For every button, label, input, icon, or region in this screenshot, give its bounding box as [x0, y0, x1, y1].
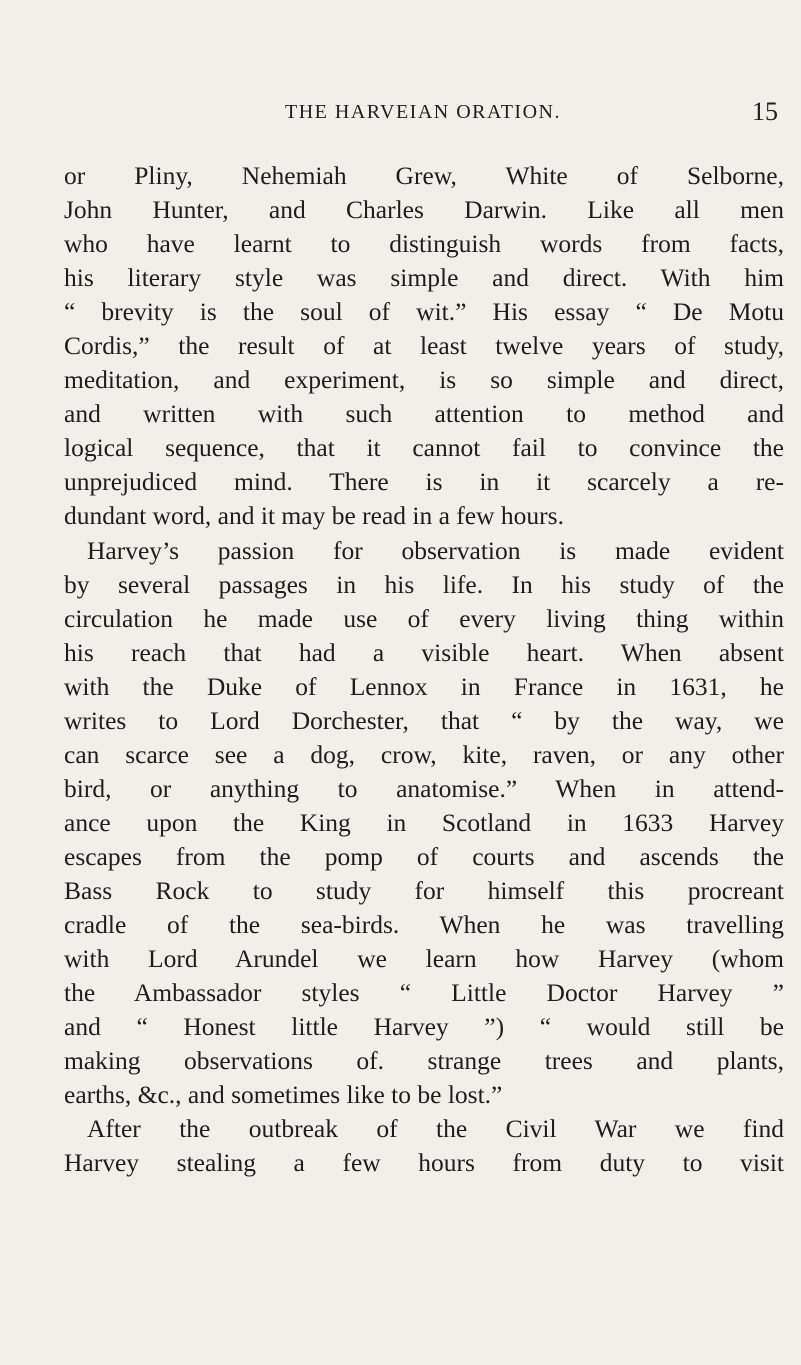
- text-line: by several passages in his life. In his study of the: [64, 569, 784, 599]
- text-line: making observations of. strange trees and plants,: [64, 1046, 784, 1076]
- text-line: John Hunter, and Charles Darwin. Like all men: [64, 195, 784, 225]
- text-line: with the Duke of Lennox in France in 1631, he: [64, 671, 784, 701]
- running-title: THE HARVEIAN ORATION.: [285, 101, 561, 123]
- text-line: Bass Rock to study for himself this procreant: [64, 875, 784, 905]
- text-line: and written with such attention to method and: [64, 399, 784, 429]
- text-line: can scarce see a dog, crow, kite, raven, or any other: [64, 739, 784, 769]
- text-line: meditation, and experiment, is so simple and direct,: [64, 365, 784, 395]
- text-line: After the outbreak of the Civil War we find: [87, 1114, 784, 1144]
- text-line: who have learnt to distinguish words from facts,: [64, 229, 784, 259]
- text-line: or Pliny, Nehemiah Grew, White of Selborne,: [64, 161, 784, 190]
- text-line: earths, &c., and sometimes like to be lost.”: [64, 1080, 503, 1110]
- text-line: “ brevity is the soul of wit.” His essay “ De Motu: [64, 297, 784, 327]
- text-line: Harvey’s passion for observation is made evident: [87, 535, 784, 565]
- text-line: bird, or anything to anatomise.” When in attend-: [64, 773, 784, 803]
- text-line: circulation he made use of every living thing within: [64, 603, 784, 633]
- text-line: dundant word, and it may be read in a few hours.: [64, 501, 564, 531]
- text-line: his literary style was simple and direct. With him: [64, 263, 784, 293]
- text-line: with Lord Arundel we learn how Harvey (whom: [64, 944, 784, 974]
- text-line: and “ Honest little Harvey ”) “ would still be: [64, 1012, 784, 1042]
- text-line: Cordis,” the result of at least twelve years of study,: [64, 331, 784, 361]
- text-line: unprejudiced mind. There is in it scarcely a re-: [64, 467, 784, 497]
- running-head: [64, 92, 782, 132]
- text-line: his reach that had a visible heart. When absent: [64, 637, 784, 667]
- text-line: logical sequence, that it cannot fail to convince the: [64, 433, 784, 463]
- text-line: writes to Lord Dorchester, that “ by the way, we: [64, 705, 784, 735]
- text-line: ance upon the King in Scotland in 1633 Harvey: [64, 807, 784, 837]
- text-line: cradle of the sea-birds. When he was travelling: [64, 910, 784, 940]
- text-line: escapes from the pomp of courts and ascends the: [64, 841, 784, 871]
- body-text: [64, 159, 784, 1180]
- text-line: Harvey stealing a few hours from duty to visit: [64, 1148, 784, 1178]
- text-line: the Ambassador styles “ Little Doctor Harvey ”: [64, 978, 784, 1008]
- page-number: 15: [752, 97, 778, 126]
